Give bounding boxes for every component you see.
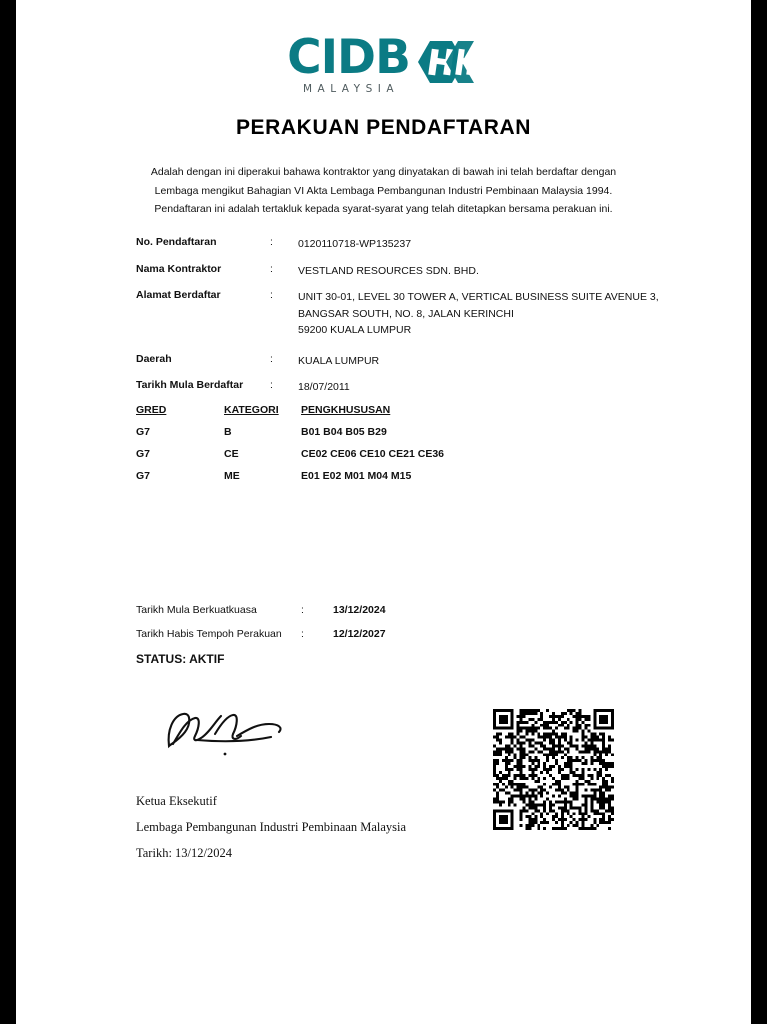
cell-gred: G7 bbox=[136, 448, 151, 460]
colon: : bbox=[270, 352, 273, 365]
field-row-alamat-berdaftar bbox=[136, 289, 716, 339]
label-habis-tempoh: Tarikh Habis Tempoh Perakuan bbox=[136, 628, 282, 640]
value-tarikh-mula-berdaftar: 18/07/2011 bbox=[298, 381, 350, 393]
cell-pengkhususan: CE02 CE06 CE10 CE21 CE36 bbox=[301, 448, 444, 460]
intro-paragraph bbox=[16, 163, 751, 219]
signatory-role: Ketua Eksekutif bbox=[136, 794, 217, 808]
colon: : bbox=[270, 236, 273, 248]
grade-table bbox=[136, 404, 696, 492]
cell-kategori: B bbox=[224, 426, 232, 438]
cell-kategori: ME bbox=[224, 470, 240, 482]
alamat-line-2: BANGSAR SOUTH, NO. 8, JALAN KERINCHI bbox=[298, 307, 514, 320]
colon: : bbox=[301, 604, 304, 616]
intro-line-3: Pendaftaran ini adalah tertakluk kepada syarat-syarat yang telah ditetapkan bersama perakuan ini. bbox=[154, 203, 613, 215]
cell-pengkhususan: E01 E02 M01 M04 M15 bbox=[301, 470, 412, 482]
status-badge: STATUS: AKTIF bbox=[136, 652, 225, 666]
logo-wordmark: CIDB bbox=[287, 30, 410, 85]
logo-subtext: MALAYSIA bbox=[302, 83, 400, 95]
colon: : bbox=[270, 262, 273, 275]
table-row bbox=[136, 426, 696, 438]
qr-code bbox=[493, 709, 614, 830]
signatory-block bbox=[136, 788, 406, 866]
page-title: PERAKUAN PENDAFTARAN bbox=[235, 116, 532, 139]
label-daerah: Daerah bbox=[136, 352, 172, 365]
colon: : bbox=[270, 379, 273, 391]
colon: : bbox=[301, 628, 304, 640]
value-mula-berkuatkuasa: 13/12/2024 bbox=[333, 604, 386, 616]
label-alamat-berdaftar: Alamat Berdaftar bbox=[136, 289, 221, 301]
colon: : bbox=[270, 289, 273, 301]
value-daerah: KUALA LUMPUR bbox=[298, 354, 380, 367]
value-habis-tempoh: 12/12/2027 bbox=[333, 628, 386, 640]
value-no-pendaftaran: 0120110718-WP135237 bbox=[298, 238, 412, 250]
field-row-habis-tempoh bbox=[136, 628, 696, 640]
signatory-organisation: Lembaga Pembangunan Industri Pembinaan Malaysia bbox=[136, 820, 407, 834]
alamat-line-1: UNIT 30-01, LEVEL 30 TOWER A, VERTICAL BUSINESS SUITE AVENUE 3, bbox=[298, 291, 659, 303]
header-kategori: KATEGORI bbox=[224, 404, 279, 416]
table-row bbox=[136, 470, 696, 482]
signatory-date: Tarikh: 13/12/2024 bbox=[136, 846, 232, 860]
label-tarikh-mula-berdaftar: Tarikh Mula Berdaftar bbox=[136, 379, 244, 391]
certificate-page bbox=[16, 0, 751, 1024]
table-row bbox=[136, 448, 696, 460]
field-row-mula-berkuatkuasa bbox=[136, 604, 696, 616]
label-no-pendaftaran: No. Pendaftaran bbox=[136, 236, 217, 248]
intro-line-1: Adalah dengan ini diperakui bahawa kontraktor yang dinyatakan di bawah ini telah berdaftar dengan bbox=[150, 166, 617, 178]
cell-pengkhususan: B01 B04 B05 B29 bbox=[301, 426, 387, 438]
cidb-logo bbox=[16, 30, 751, 95]
field-row-daerah bbox=[136, 353, 716, 370]
cell-gred: G7 bbox=[136, 470, 151, 482]
signature-image bbox=[151, 700, 361, 762]
field-row-tarikh-mula-berdaftar bbox=[136, 379, 716, 396]
registration-details bbox=[136, 236, 716, 406]
alamat-line-3: 59200 KUALA LUMPUR bbox=[298, 324, 412, 336]
grade-table-header bbox=[136, 404, 696, 416]
header-gred: GRED bbox=[136, 404, 167, 416]
intro-line-2: Lembaga mengikut Bahagian VI Akta Lembaga Pembangunan Industri Pembinaan Malaysia 1994. bbox=[154, 184, 613, 197]
field-row-nama-kontraktor bbox=[136, 263, 716, 280]
value-nama-kontraktor: VESTLAND RESOURCES SDN. BHD. bbox=[298, 264, 479, 277]
cidb-hexagon-icon bbox=[412, 36, 480, 93]
label-nama-kontraktor: Nama Kontraktor bbox=[136, 262, 222, 275]
cell-kategori: CE bbox=[224, 448, 239, 460]
validity-block bbox=[136, 604, 696, 666]
cell-gred: G7 bbox=[136, 426, 151, 438]
header-pengkhususan: PENGKHUSUSAN bbox=[301, 404, 391, 416]
field-row-no-pendaftaran bbox=[136, 236, 716, 253]
value-alamat-berdaftar bbox=[298, 289, 716, 339]
label-mula-berkuatkuasa: Tarikh Mula Berkuatkuasa bbox=[136, 604, 257, 616]
